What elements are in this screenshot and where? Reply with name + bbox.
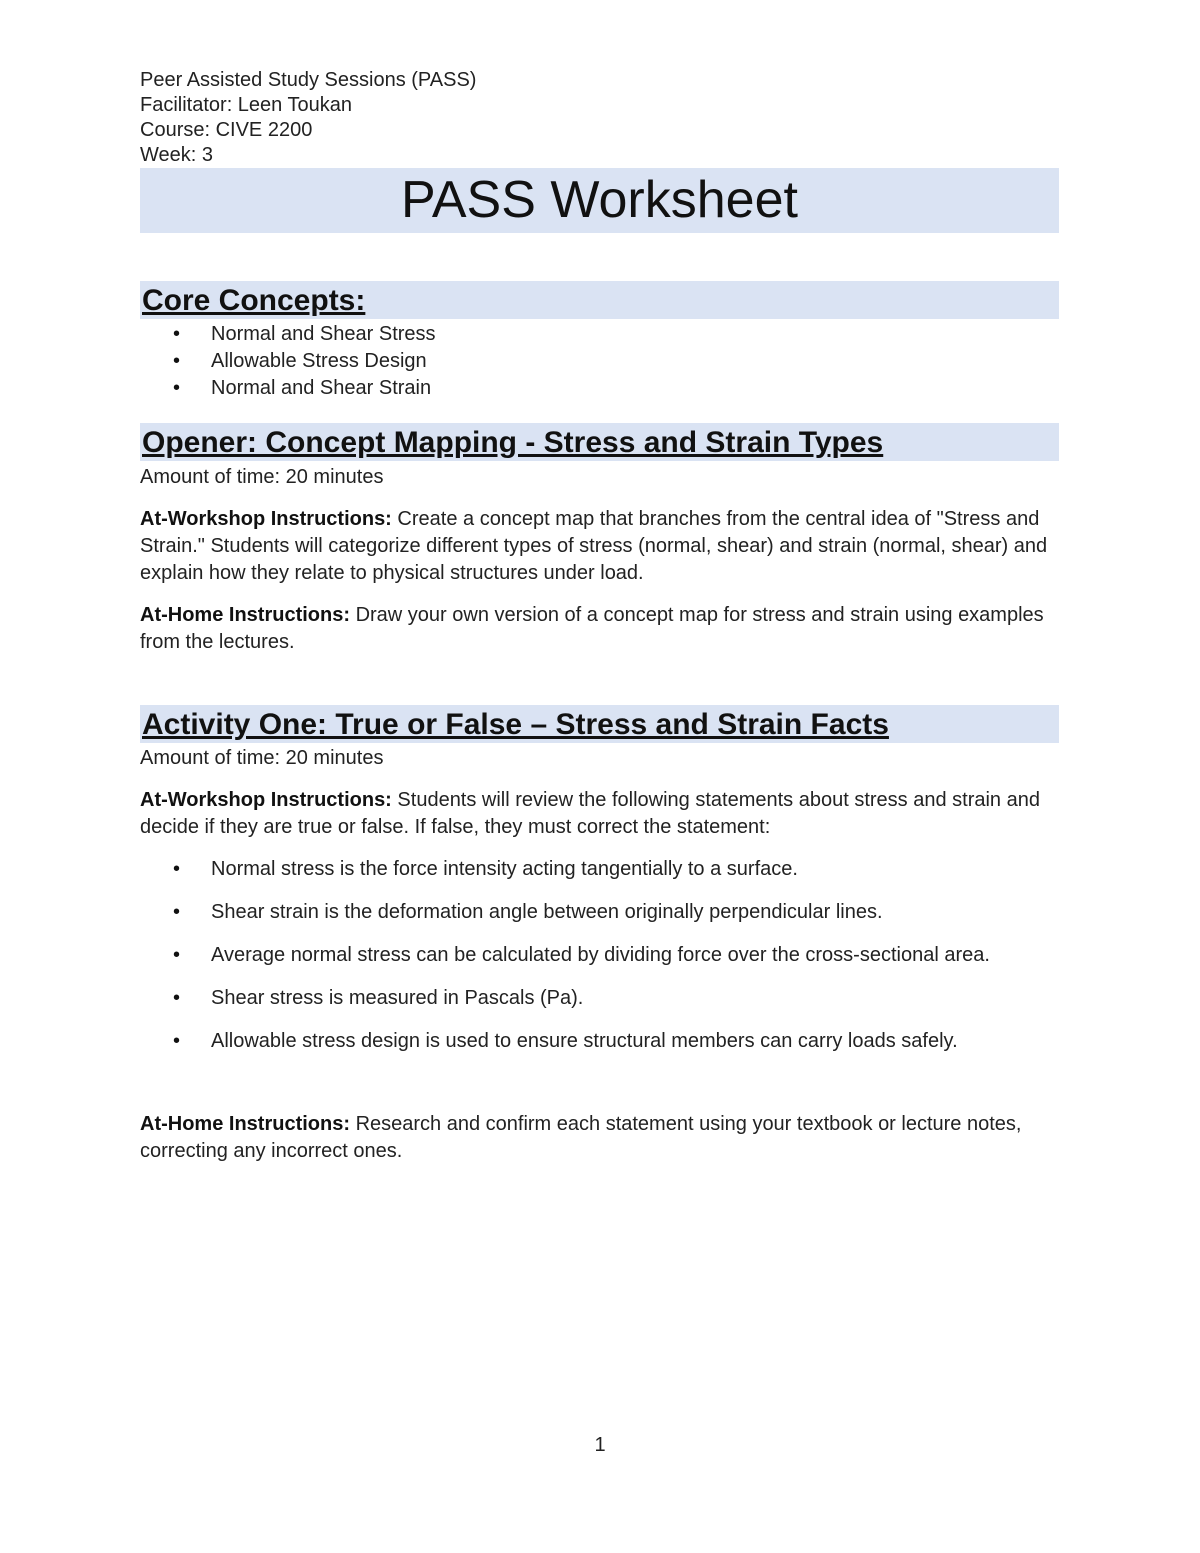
bullet-icon: •: [173, 987, 181, 1009]
list-item: • Shear strain is the deformation angle between originally perpendicular lines.: [140, 899, 1059, 926]
bullet-icon: •: [173, 323, 181, 345]
title-band: [140, 168, 1059, 233]
home-label: At-Home Instructions:: [140, 604, 350, 626]
bullet-icon: •: [173, 377, 181, 399]
core-concepts-heading-band: [140, 281, 1059, 319]
activity-one-home-instructions: [140, 1111, 1059, 1165]
list-item: • Shear stress is measured in Pascals (Pa).: [140, 985, 1059, 1012]
list-item: • Normal and Shear Strain: [140, 375, 1059, 402]
opener-time: Amount of time: 20 minutes: [140, 466, 384, 488]
opener-home-instructions: [140, 602, 1059, 656]
opener-heading: Opener: Concept Mapping - Stress and Strain Types: [142, 426, 884, 459]
week: Week: 3: [140, 144, 213, 166]
opener-heading-band: [140, 423, 1059, 461]
bullet-icon: •: [173, 901, 181, 923]
activity-one-heading-band: [140, 705, 1059, 743]
bullet-icon: •: [173, 1030, 181, 1052]
activity-one-time: Amount of time: 20 minutes: [140, 747, 384, 769]
home-text: Research and confirm each statement using your textbook or lecture notes, correcting any incorrect ones.: [140, 1113, 1022, 1162]
opener-workshop-instructions: [140, 506, 1059, 587]
activity-one-heading: Activity One: True or False – Stress and Strain Facts: [142, 708, 889, 741]
list-item: • Allowable Stress Design: [140, 348, 1059, 375]
page-number: 1: [594, 1434, 606, 1456]
home-label: At-Home Instructions:: [140, 1113, 350, 1135]
statements-list: [140, 856, 1059, 1055]
bullet-icon: •: [173, 944, 181, 966]
workshop-text: Students will review the following statements about stress and strain and decide if they are true or false. If false, they must correct the statement:: [140, 789, 1040, 838]
core-concepts-heading: Core Concepts:: [142, 284, 366, 317]
document-title: PASS Worksheet: [401, 171, 798, 229]
program-name: Peer Assisted Study Sessions (PASS): [140, 69, 477, 91]
list-item: • Normal and Shear Stress: [140, 321, 1059, 348]
home-text: Draw your own version of a concept map for stress and strain using examples from the lectures.: [140, 604, 1044, 653]
bullet-icon: •: [173, 858, 181, 880]
core-concepts-list: [140, 321, 1059, 402]
activity-one-workshop-instructions: [140, 787, 1059, 841]
document-header: [140, 68, 476, 168]
bullet-icon: •: [173, 350, 181, 372]
list-item: • Allowable stress design is used to ensure structural members can carry loads safely.: [140, 1028, 1059, 1055]
list-item: • Normal stress is the force intensity acting tangentially to a surface.: [140, 856, 1059, 883]
workshop-text: Create a concept map that branches from the central idea of "Stress and Strain." Students will categorize different types of stress (normal, shear) and strain (normal, shear) and explain how they relate to physical structures under load.: [140, 508, 1048, 584]
workshop-label: At-Workshop Instructions:: [140, 508, 392, 530]
facilitator: Facilitator: Leen Toukan: [140, 94, 352, 116]
course: Course: CIVE 2200: [140, 119, 313, 141]
workshop-label: At-Workshop Instructions:: [140, 789, 392, 811]
list-item: • Average normal stress can be calculated by dividing force over the cross-sectional area.: [140, 942, 1059, 969]
